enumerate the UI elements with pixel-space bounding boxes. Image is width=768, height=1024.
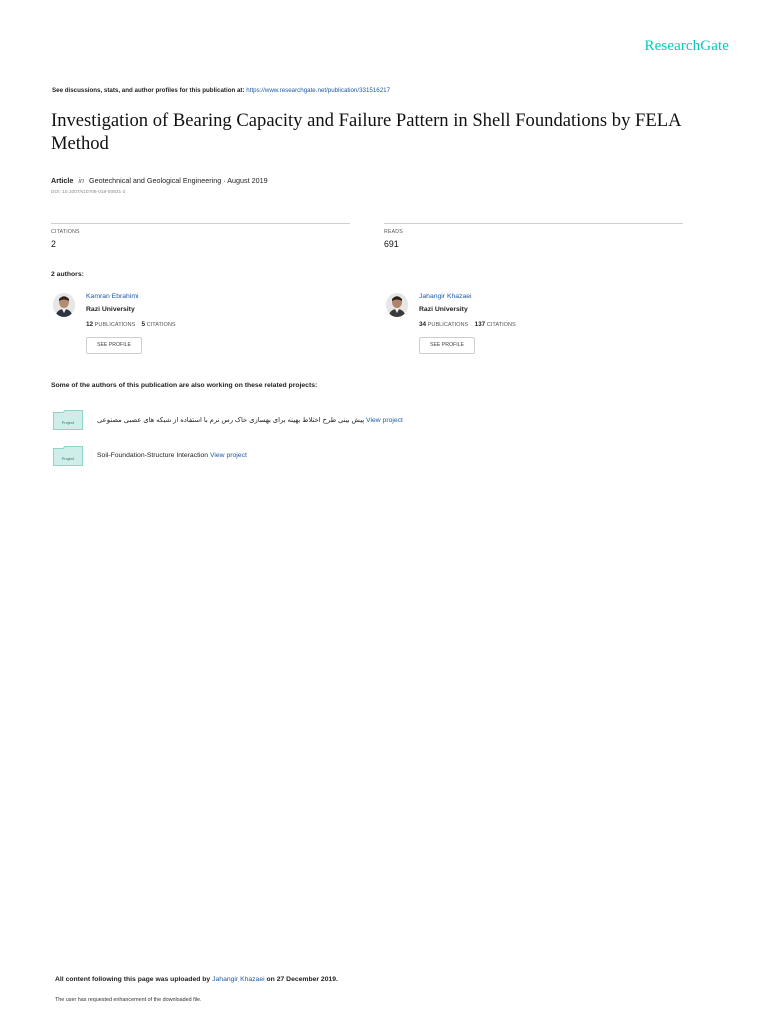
- uploader-link[interactable]: Jahangir Khazaei: [212, 976, 265, 983]
- publication-title: Investigation of Bearing Capacity and Failure Pattern in Shell Foundations by FELA Method: [51, 110, 681, 154]
- doi: DOI: 10.1007/s10706-019-00831-2: [51, 190, 126, 195]
- project-title[interactable]: Soil-Foundation-Structure Interaction: [97, 452, 209, 459]
- citations-label: CITATIONS: [146, 322, 176, 328]
- project-icon-label: Project: [61, 420, 75, 425]
- author-stats: [86, 321, 176, 328]
- upload-prefix: All content following this page was uploaded by: [55, 976, 211, 983]
- citations-label: CITATIONS: [51, 229, 80, 235]
- citations-divider: [51, 223, 350, 224]
- enhancement-note: The user has requested enhancement of the downloaded file.: [55, 997, 202, 1003]
- in-word: in: [78, 176, 84, 185]
- project-folder-icon[interactable]: [53, 446, 83, 466]
- citations-label: CITATIONS: [486, 322, 516, 328]
- citations-count: 5: [141, 321, 146, 328]
- author-name[interactable]: Jahangir Khazaei: [419, 293, 472, 300]
- project-folder-icon[interactable]: [53, 410, 83, 430]
- author-stats: [419, 321, 516, 328]
- publications-label: PUBLICATIONS: [427, 322, 469, 328]
- researchgate-logo[interactable]: ResearchGate: [644, 38, 729, 54]
- project-item: [97, 452, 247, 459]
- discussions-prefix: See discussions, stats, and author profiles for this publication at:: [52, 87, 245, 94]
- author-institution[interactable]: Razi University: [86, 306, 135, 313]
- author-institution[interactable]: Razi University: [419, 306, 468, 313]
- project-item: [97, 416, 403, 424]
- upload-suffix: on 27 December 2019.: [266, 976, 338, 983]
- upload-info: [55, 976, 338, 983]
- author-name[interactable]: Kamran Ebrahimi: [86, 293, 139, 300]
- publication-url-link[interactable]: https://www.researchgate.net/publication/331516217: [246, 87, 391, 94]
- project-title[interactable]: پیش بینی طرح اختلاط بهینه برای بهسازی خاک رس نرم با استفاده از شبکه های عصبی مصنوعی: [97, 417, 365, 424]
- venue-date[interactable]: Geotechnical and Geological Engineering · August 2019: [88, 176, 268, 185]
- author-photo-icon[interactable]: [53, 293, 75, 317]
- author-photo-icon[interactable]: [386, 293, 408, 317]
- publications-count: 12: [86, 321, 94, 328]
- view-project-link[interactable]: View project: [366, 417, 403, 424]
- publication-type: Article: [51, 176, 74, 185]
- projects-heading: Some of the authors of this publication are also working on these related projects:: [51, 382, 318, 389]
- publications-label: PUBLICATIONS: [94, 322, 136, 328]
- article-meta: [51, 176, 268, 185]
- citations-value: 2: [51, 239, 56, 249]
- reads-value: 691: [384, 239, 399, 249]
- reads-label: READS: [384, 229, 403, 235]
- see-profile-button[interactable]: SEE PROFILE: [419, 337, 475, 354]
- reads-divider: [384, 223, 683, 224]
- authors-heading: 2 authors:: [51, 271, 84, 278]
- view-project-link[interactable]: View project: [209, 452, 247, 459]
- project-icon-label: Project: [61, 456, 75, 461]
- discussions-line: [52, 87, 390, 94]
- publications-count: 34: [419, 321, 427, 328]
- citations-count: 137: [474, 321, 486, 328]
- see-profile-button[interactable]: SEE PROFILE: [86, 337, 142, 354]
